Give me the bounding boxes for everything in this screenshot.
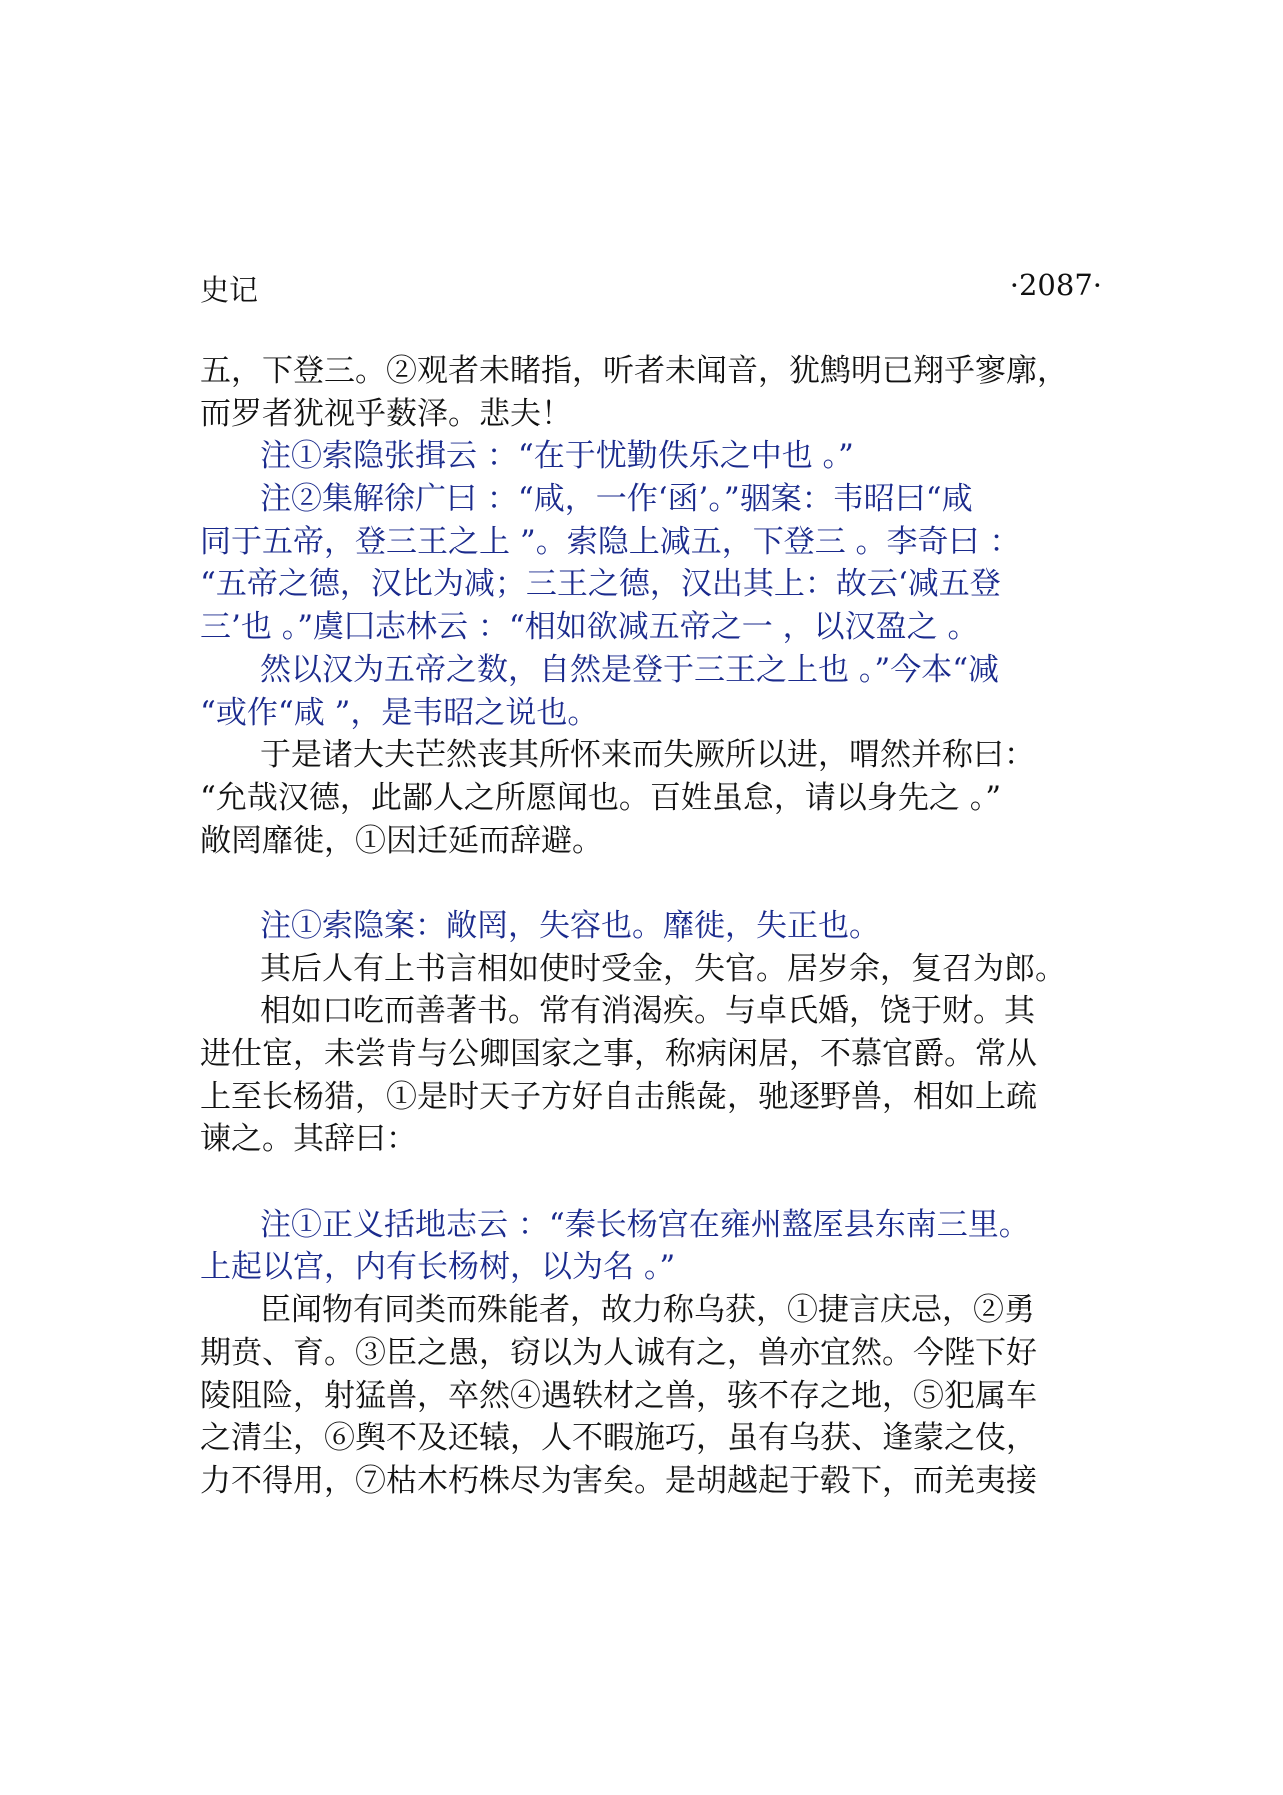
text-line: 进仕宦，未尝肯与公卿国家之事，称病闲居，不慕官爵。常从 (200, 1036, 1037, 1072)
annotation-line: 注①正义括地志云 ：“秦长杨宫在雍州盩厔县东南三里。 (260, 1206, 1030, 1243)
annotation-line: 然以汉为五帝之数，自然是登于三王之上也 。”今本“减 (260, 651, 1000, 688)
text-line: 陵阻险，射猛兽，卒然④遇轶材之兽，骇不存之地，⑤犯属车 (200, 1377, 1037, 1414)
annotation-line: “五帝之德，汉比为减；三王之德，汉出其上：故云‘减五登 (200, 566, 1001, 603)
annotation-line: 同于五帝，登三王之上 ”。索隐上减五，下登三 。李奇曰 ： (200, 523, 1021, 560)
paragraph-gap (200, 1161, 1110, 1204)
text-line: 五，下登三。②观者未睹指，听者未闻音，犹鹪明已翔乎寥廓， (200, 353, 1068, 389)
annotation-line: 注①索隐张揖云 ：“在于忧勤佚乐之中也 。” (260, 438, 854, 475)
text-line: 上至长杨猎，①是时天子方好自击熊彘，驰逐野兽，相如上疏 (200, 1078, 1037, 1115)
text-line: 谏之。其辞曰： (200, 1121, 417, 1158)
body-text (200, 350, 1110, 1503)
text-line: 期贲、育。③臣之愚，窃以为人诚有之，兽亦宜然。今陛下好 (200, 1334, 1037, 1371)
annotation-line: 注②集解徐广曰 ：“咸，一作‘函’。”骃案：韦昭曰“咸 (260, 481, 973, 518)
annotation-line: 注①索隐案：敞罔，失容也。靡徙，失正也。 (260, 907, 880, 944)
text-line: 力不得用，⑦枯木朽株尽为害矣。是胡越起于毂下，而羌夷接 (200, 1462, 1037, 1499)
text-line: “允哉汉德，此鄙人之所愿闻也。百姓虽怠，请以身先之 。” (200, 779, 1002, 816)
paragraph-gap (200, 862, 1110, 905)
text-line: 相如口吃而善著书。常有消渴疾。与卓氏婚，饶于财。其 (260, 993, 1035, 1030)
annotation-line: “或作“咸 ”，是韦昭之说也。 (200, 694, 599, 731)
running-header (200, 268, 1102, 308)
annotation-line: 三’也 。”虞囗志林云 ：“相如欲减五帝之一 ，以汉盈之 。 (200, 609, 979, 646)
text-line: 于是诸大夫芒然丧其所怀来而失厥所以进，喟然并称曰： (260, 737, 1035, 774)
text-line: 之清尘，⑥舆不及还辕，人不暇施巧，虽有乌获、逢蒙之伎， (200, 1420, 1037, 1457)
annotation-line: 上起以宫，内有长杨树，以为名 。” (200, 1249, 676, 1286)
text-line: 敞罔靡徙，①因迁延而辞避。 (200, 822, 603, 859)
text-line: 其后人有上书言相如使时受金，失官。居岁余，复召为郎。 (260, 950, 1066, 987)
page-number: ·2087· (1009, 268, 1102, 302)
text-line: 臣闻物有同类而殊能者，故力称乌获，①捷言庆忌，②勇 (260, 1292, 1035, 1329)
text-line: 而罗者犹视乎薮泽。悲夫！ (200, 395, 572, 432)
book-title: 史记 (200, 273, 259, 307)
